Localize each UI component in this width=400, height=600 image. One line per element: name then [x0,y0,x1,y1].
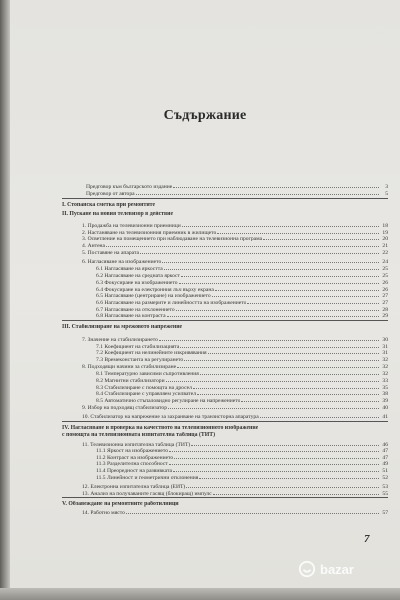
toc-entry [82,404,388,411]
toc-entry [96,299,388,306]
toc-leader-dots [126,509,379,514]
toc-entry-page: 27 [382,300,388,306]
toc-entry-page: 40 [382,405,388,411]
toc-entry-label: 8.4 Стабилизиране с управляем усилвател [96,391,197,397]
toc-entry [96,474,388,481]
toc-leader-dots [200,370,379,375]
toc-leader-dots [106,242,379,247]
toc-entry [62,425,388,431]
toc-entry-label: с помощта на телевизионната изпитателна таблица (ТИТ) [62,432,216,438]
toc-leader-dots [217,229,379,234]
toc-entry-page: 52 [382,475,388,481]
toc-entry-page: 5 [385,191,388,197]
toc-entry-label: Предговор от автора [86,191,135,197]
toc-leader-dots [182,222,379,227]
toc-entry-label: III. Стабилизиране на мрежовото напрежение [62,324,183,330]
toc-entry-label: 9. Избор на подходящ стабилизатор [82,405,167,411]
toc-entry [62,202,388,208]
toc-leader-dots [176,306,379,311]
toc-leader-dots [140,249,379,254]
toc-entry-page: 33 [382,378,388,384]
toc-entry-page: 35 [382,385,388,391]
toc-entry [82,413,388,420]
toc-entry-label: 12. Електронна изпитателна таблица (ЕИТ) [82,484,186,490]
toc-entry-page: 28 [382,307,388,313]
toc-entry [96,349,388,356]
toc-entry-label: 7.2 Коефициент на нелинейните изкривявания [96,350,207,356]
toc-entry [96,370,388,377]
toc-entry [82,483,388,490]
toc-entry-page: 22 [382,250,388,256]
toc-entry [82,363,388,370]
toc-entry [82,490,388,497]
toc-entry-label: 4. Антена [82,243,106,249]
toc-leader-dots [193,384,379,389]
toc-entry-page: 46 [382,442,388,448]
toc-entry-page: 21 [382,243,388,249]
toc-entry-page: 51 [382,468,388,474]
watermark [298,556,390,582]
toc-entry-label: 11.2 Контраст на изображението [96,455,174,461]
toc-entry-page: 47 [382,448,388,454]
toc-leader-dots [136,190,379,195]
toc-entry-page: 55 [382,491,388,497]
toc-entry-label: 11.5 Линейност и геометрични отклонения [96,475,199,481]
toc-leader-dots [167,312,379,317]
toc-entry [96,447,388,454]
toc-entry [96,390,388,397]
toc-entry [82,336,388,343]
toc-entry-label: 8.3 Стабилизиране с помощта на дросел [96,385,192,391]
toc-entry [62,432,388,438]
toc-entry-label: 10. Стабилизатор на напрежение за захранване на транзисторна апаратура [82,414,259,420]
toc-leader-dots [166,377,379,382]
toc-entry [62,501,388,507]
toc-leader-dots [162,258,379,263]
toc-entry [96,312,388,319]
toc-entry-page: 3 [385,184,388,190]
toc-leader-dots [180,343,379,348]
toc-entry-page: 32 [382,371,388,377]
toc-entry-label: 6. Нагласяване на изображението [82,259,162,265]
toc-entry-label: 6.6 Нагласяване на размерите и линейността на изображението [96,300,247,306]
toc-leader-dots [212,292,379,297]
toc-entry-label: 11.3 Разделителна способност [96,461,168,467]
toc-leader-dots [177,363,379,368]
toc-entry [82,222,388,229]
toc-leader-dots [241,397,379,402]
toc-entry-page: 47 [382,455,388,461]
toc-leader-dots [179,279,379,284]
toc-leader-dots [260,413,379,418]
toc-entry-label: 6.3 Фокусиране на изображението [96,280,178,286]
toc-entry [96,279,388,286]
toc-entry-label: 6.7 Нагласяване на отклонението [96,307,175,313]
toc-entry [96,460,388,467]
toc-entry [96,292,388,299]
toc-entry [96,377,388,384]
toc-entry-page: 27 [382,293,388,299]
toc-leader-dots [215,286,379,291]
toc-entry-page: 29 [382,313,388,319]
toc-leader-dots [247,299,379,304]
toc-entry-page: 32 [382,357,388,363]
toc-entry [82,258,388,265]
toc-leader-dots [208,349,379,354]
toc-entry [96,397,388,404]
toc-leader-dots [186,483,379,488]
toc-entry-label: 8.1 Температурно зависими съпротивления [96,371,199,377]
toc-entry-page: 39 [382,398,388,404]
toc-entry-page: 18 [382,223,388,229]
toc-entry-label: 11.1 Яркост на изображението [96,448,169,454]
toc-entry-label: 1. Продажба на телевизионни приемници [82,223,181,229]
toc-entry [62,211,388,217]
toc-entry-label: 2. Настаняване на телевизионния приемник в жилището [82,230,217,236]
toc-entry [62,324,388,330]
toc-entry-page: 20 [382,236,388,242]
toc-entry-label: IV. Нагласяване и проверка на качеството на телевизионното изображение [62,425,259,431]
toc-leader-dots [173,467,379,472]
toc-entry [96,265,388,272]
toc-entry-label: 14. Работно място [82,510,125,516]
toc-entry-page: 31 [382,344,388,350]
toc-leader-dots [159,336,379,341]
toc-entry-label: 6.8 Нагласяване на контраста [96,313,166,319]
toc-entry-page: 38 [382,391,388,397]
toc-entry-label: II. Пускане на новия телевизор в действие [62,211,174,217]
toc-entry-page: 57 [382,510,388,516]
toc-leader-dots [181,272,379,277]
toc-entry [86,190,388,197]
book-page [10,0,400,590]
toc-entry-page: 31 [382,350,388,356]
toc-entry-label: I. Стопанска сметка при ремонтите [62,202,156,208]
toc-leader-dots [191,441,379,446]
toc-entry-label: 8.2 Магнитни стабилизатори [96,378,165,384]
section-divider [62,198,388,199]
toc-entry-label: 6.5 Нагласяване (центриране) на изображението [96,293,211,299]
toc-leader-dots [199,474,379,479]
toc-leader-dots [168,404,379,409]
toc-leader-dots [174,454,379,459]
toc-entry [82,509,388,516]
toc-entry-label: 6.2 Нагласяване на средната яркост [96,273,180,279]
toc-entry-label: Предговор към българското издание [86,184,173,190]
toc-leader-dots [173,183,379,188]
toc-entry-page: 24 [382,259,388,265]
bazar-logo-icon [298,560,316,578]
toc-entry-label: 5. Поставяне на апарата [82,250,139,256]
toc-entry [96,356,388,363]
watermark-text: bazar [320,561,354,577]
toc-entry-page: 19 [382,230,388,236]
toc-leader-dots [184,356,379,361]
toc-entry-label: 8.5 Автоматично стъпаловидно регулиране на напрежението [96,398,241,404]
toc-leader-dots [213,490,379,495]
toc-entry [82,235,388,242]
toc-entry-label: 11. Телевизионна изпитателна таблица (ТИТ) [82,442,191,448]
toc-entry-page: 49 [382,461,388,467]
toc-entry-page: 41 [382,414,388,420]
toc-leader-dots [164,265,379,270]
toc-entry-page: 30 [382,337,388,343]
toc-entry-label: 8. Подходящи начини за стабилизиране [82,364,177,370]
toc-entry-label: 11.4 Преоредност на развивката [96,468,173,474]
toc-entry-page: 26 [382,287,388,293]
toc-entry-label: 13. Анализ на получаваните гасящ (блокиращ) импулс [82,491,212,497]
toc-leader-dots [197,390,379,395]
toc-entry-label: 3. Осветление на помещението при наблюдаване на телевизионна програма [82,236,263,242]
toc-entry [96,467,388,474]
toc-entry [82,249,388,256]
toc-entry [82,242,388,249]
toc-entry [86,183,388,190]
section-divider [62,497,388,498]
toc-leader-dots [263,235,379,240]
toc-entry-page: 32 [382,364,388,370]
toc-entry-page: 53 [382,484,388,490]
section-divider [62,320,388,321]
toc-entry-label: V. Обзавеждане на ремонтните работилници [62,501,179,507]
page-number: 7 [364,533,370,545]
toc-entry-label: 7. Значение на стабилизирането [82,337,158,343]
toc-entry [96,272,388,279]
toc-leader-dots [169,460,379,465]
toc-entry-page: 26 [382,280,388,286]
section-divider [62,421,388,422]
toc-entry-label: 6.1 Нагласяване на яркостта [96,266,163,272]
toc-entry-label: 6.4 Фокусиране на електронния лъч върху екрана [96,287,214,293]
toc-entry-label: 7.3 Времеконстанта на регулирането [96,357,184,363]
page-title: Съдържание [163,108,247,123]
toc-leader-dots [169,447,379,452]
scan-background-edge [0,588,400,600]
toc-entry-page: 25 [382,273,388,279]
toc-entry-page: 25 [382,266,388,272]
toc-entry-label: 7.1 Коефициент на стабилизацията [96,344,180,350]
